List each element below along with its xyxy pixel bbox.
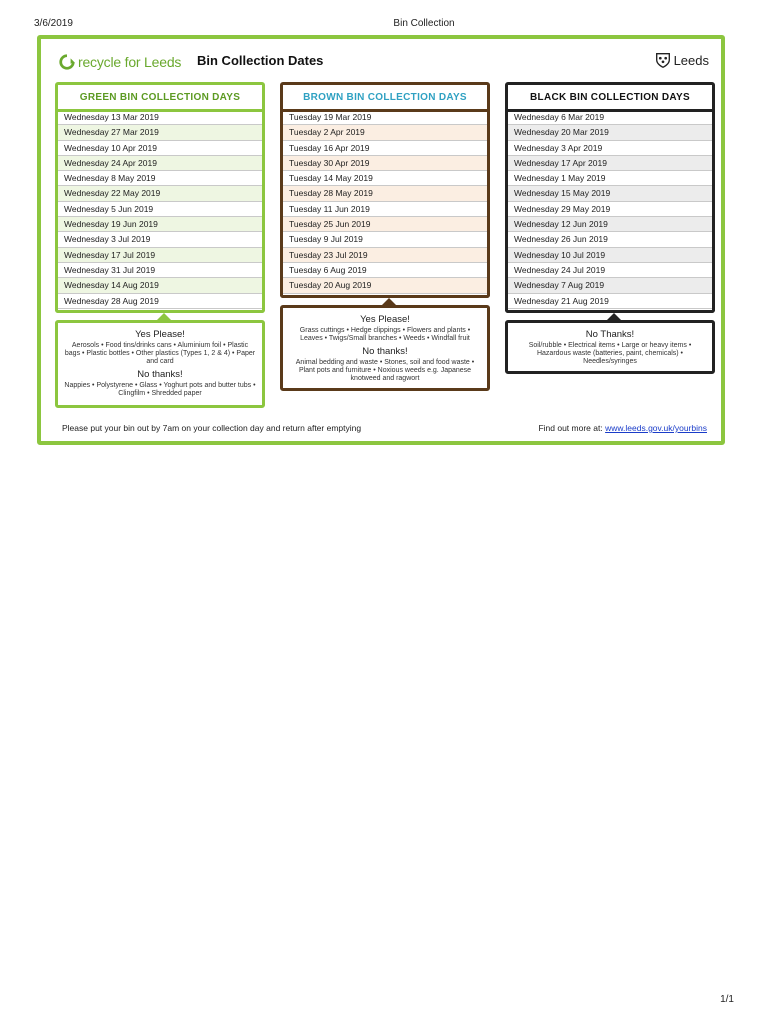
collection-date: Wednesday 27 Mar 2019 xyxy=(58,125,262,140)
collection-date: Wednesday 26 Jun 2019 xyxy=(508,232,712,247)
collection-date: Tuesday 9 Jul 2019 xyxy=(283,232,487,247)
brown-no-title: No thanks! xyxy=(362,346,408,357)
collection-date: Wednesday 17 Jul 2019 xyxy=(58,248,262,263)
green-bin-header: GREEN BIN COLLECTION DAYS xyxy=(55,82,265,112)
collection-date: Wednesday 8 May 2019 xyxy=(58,171,262,186)
green-no-title: No thanks! xyxy=(137,369,183,380)
collection-date: Tuesday 11 Jun 2019 xyxy=(283,202,487,217)
find-out-more xyxy=(538,423,707,433)
black-pointer-icon xyxy=(606,313,622,321)
collection-date: Wednesday 19 Jun 2019 xyxy=(58,217,262,232)
green-no-text: Nappies • Polystyrene • Glass • Yoghurt pots and butter tubs • Clingfilm • Shredded paper xyxy=(64,382,256,397)
green-info-box xyxy=(55,320,265,408)
print-title: Bin Collection xyxy=(393,18,455,29)
collection-date: Wednesday 1 May 2019 xyxy=(508,171,712,186)
brown-info-box xyxy=(280,305,490,391)
collection-date: Wednesday 3 Jul 2019 xyxy=(58,232,262,247)
collection-date: Wednesday 17 Apr 2019 xyxy=(508,156,712,171)
collection-date: Wednesday 7 Aug 2019 xyxy=(508,278,712,293)
council-name: Leeds xyxy=(673,52,709,68)
collection-date: Wednesday 3 Apr 2019 xyxy=(508,141,712,156)
collection-date: Wednesday 24 Jul 2019 xyxy=(508,263,712,278)
footer-note: Please put your bin out by 7am on your collection day and return after emptying xyxy=(62,423,362,433)
green-date-list xyxy=(58,110,262,309)
page-number: 1/1 xyxy=(720,994,734,1005)
print-date: 3/6/2019 xyxy=(34,18,73,29)
collection-date: Wednesday 5 Jun 2019 xyxy=(58,202,262,217)
collection-date: Wednesday 15 May 2019 xyxy=(508,186,712,201)
collection-date: Tuesday 14 May 2019 xyxy=(283,171,487,186)
green-yes-text: Aerosols • Food tins/drinks cans • Aluminium foil • Plastic bags • Plastic bottles • Other plastics (Types 1, 2 & 4) • Paper and card xyxy=(64,342,256,365)
page-title: Bin Collection Dates xyxy=(197,53,324,68)
collection-date: Wednesday 13 Mar 2019 xyxy=(58,110,262,125)
collection-date: Wednesday 31 Jul 2019 xyxy=(58,263,262,278)
green-yes-title: Yes Please! xyxy=(135,329,185,340)
brown-pointer-icon xyxy=(381,298,397,306)
bin-calendar-frame xyxy=(37,35,725,445)
collection-date: Tuesday 6 Aug 2019 xyxy=(283,263,487,278)
collection-date: Wednesday 21 Aug 2019 xyxy=(508,294,712,309)
brown-yes-text: Grass cuttings • Hedge clippings • Flowers and plants • Leaves • Twigs/Small branches • Weeds • Windfall fruit xyxy=(299,327,471,342)
collection-date: Wednesday 24 Apr 2019 xyxy=(58,156,262,171)
brown-yes-title: Yes Please! xyxy=(360,314,410,325)
brown-bin-header: BROWN BIN COLLECTION DAYS xyxy=(280,82,490,112)
recycle-for-leeds-logo xyxy=(58,53,181,71)
collection-date: Wednesday 10 Apr 2019 xyxy=(58,141,262,156)
logo-text: recycle for Leeds xyxy=(78,54,182,70)
black-no-title: No Thanks! xyxy=(585,329,635,340)
collection-date: Wednesday 22 May 2019 xyxy=(58,186,262,201)
collection-date: Tuesday 20 Aug 2019 xyxy=(283,278,487,293)
black-no-text: Soil/rubble • Electrical items • Large or heavy items • Hazardous waste (batteries, paint, chemicals) • Needles/syringes xyxy=(528,342,692,365)
collection-date: Tuesday 30 Apr 2019 xyxy=(283,156,487,171)
collection-date: Tuesday 23 Jul 2019 xyxy=(283,248,487,263)
collection-date: Tuesday 16 Apr 2019 xyxy=(283,141,487,156)
collection-date: Tuesday 19 Mar 2019 xyxy=(283,110,487,125)
collection-date: Tuesday 28 May 2019 xyxy=(283,186,487,201)
find-out-more-label: Find out more at: xyxy=(538,423,603,433)
recycle-arrow-icon xyxy=(58,53,76,71)
black-info-box xyxy=(505,320,715,374)
collection-date: Wednesday 12 Jun 2019 xyxy=(508,217,712,232)
leeds-crest-icon xyxy=(654,51,672,69)
collection-date: Wednesday 20 Mar 2019 xyxy=(508,125,712,140)
green-pointer-icon xyxy=(156,313,172,321)
collection-date: Wednesday 10 Jul 2019 xyxy=(508,248,712,263)
collection-date: Wednesday 29 May 2019 xyxy=(508,202,712,217)
collection-date: Wednesday 6 Mar 2019 xyxy=(508,110,712,125)
collection-date: Wednesday 28 Aug 2019 xyxy=(58,294,262,309)
yourbins-link[interactable]: www.leeds.gov.uk/yourbins xyxy=(605,423,707,433)
leeds-council-logo xyxy=(654,51,709,69)
black-bin-header: BLACK BIN COLLECTION DAYS xyxy=(505,82,715,112)
black-date-list xyxy=(508,110,712,309)
collection-date: Tuesday 25 Jun 2019 xyxy=(283,217,487,232)
brown-date-list xyxy=(283,110,487,294)
collection-date: Tuesday 2 Apr 2019 xyxy=(283,125,487,140)
collection-date: Wednesday 14 Aug 2019 xyxy=(58,278,262,293)
brown-no-text: Animal bedding and waste • Stones, soil and food waste • Plant pots and furniture • Noxious weeds e.g. Japanese knotweed and ragwort xyxy=(295,359,475,382)
